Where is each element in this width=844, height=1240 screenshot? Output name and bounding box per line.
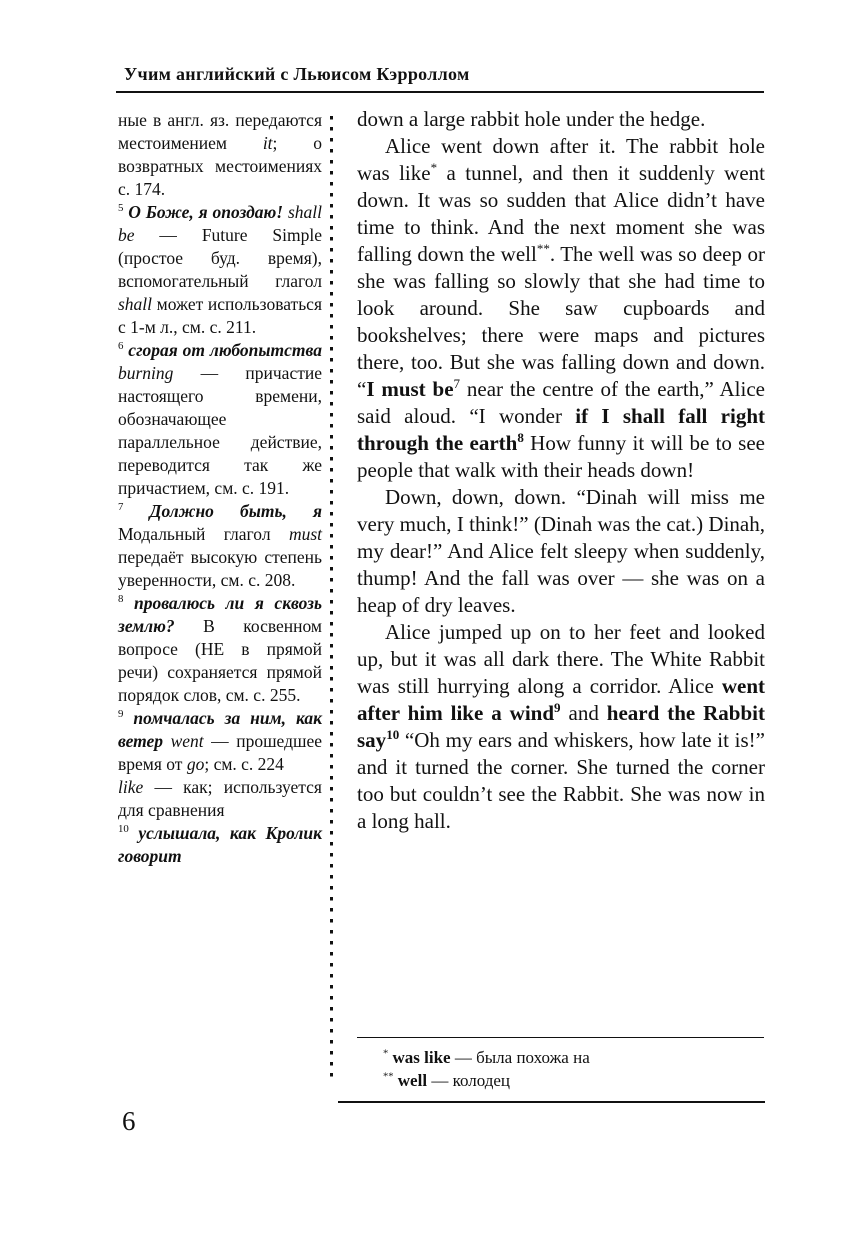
text-segment: В косвенном вопросе (НЕ в прямой речи) сохраняется прямой порядок слов, см. с. 255. [118,616,322,705]
text-segment: went [170,731,204,751]
text-segment: went after him like a wind [357,674,765,725]
text-segment: передаёт высокую степень уверенности, см. с. 208. [118,547,322,590]
note-paragraph [118,776,322,822]
text-segment: shall [118,294,153,314]
footnotes [357,1046,764,1092]
text-segment: was like [392,1048,451,1067]
superscript-marker: 5 [118,202,124,215]
text-segment: ; о возвратных местоимениях с. 174. [118,133,322,199]
note-paragraph [118,592,322,707]
superscript-marker: 10 [386,727,400,742]
footnote-separator [357,1037,764,1038]
text-segment: провалюсь ли я сквозь землю? [118,593,322,636]
text-segment: — Future Simple (простое буд. время), вспомогательный глагол [118,225,322,291]
footnote [357,1046,764,1069]
text-segment: — причастие настоящего времени, обозначающее параллельное действие, переводится так же причастием, см. с. 191. [118,363,322,498]
text-segment: if I shall fall right through the earth [357,404,766,455]
note-paragraph [118,109,322,201]
text-segment: — прошедшее время от [118,731,322,774]
superscript-marker: 9 [554,700,561,715]
text-segment: . The well was so deep or she was falling so slowly that she had time to look around. She saw cupboards and bookshelves; there were maps and pictures there, too. But she was falling down and down. “ [357,242,765,401]
superscript-marker: 7 [453,376,461,391]
text-segment [163,731,171,751]
text-segment: well [397,1071,428,1090]
superscript-marker: 10 [118,823,129,836]
text-segment [123,708,133,728]
column-divider-dotted [330,116,333,1082]
note-paragraph [118,707,322,776]
text-segment: shall be [118,202,323,245]
text-segment: near the centre of the earth,” Alice said aloud. “I wonder [357,377,765,428]
text-segment: Должно быть, я [149,501,322,521]
story-paragraph [357,133,765,484]
text-segment: it [262,133,273,153]
note-paragraph [118,822,322,868]
text-segment: go [186,754,205,774]
text-segment: услышала, как Кролик говорит [118,823,322,866]
text-segment: может использоваться с 1-м л., см. с. 211. [118,294,322,337]
text-segment: — как; используется для сравнения [118,777,322,820]
text-segment: — была похожа на [450,1048,590,1067]
text-segment: сгорая от любопытства [128,340,322,360]
text-segment: ; см. с. 224 [204,754,284,774]
header-rule [116,91,764,93]
superscript-marker: ** [536,241,550,256]
text-segment: — колодец [427,1071,511,1090]
text-segment: помчалась за ним, как ветер [118,708,323,751]
text-segment: down a large rabbit hole under the hedge. [357,107,706,131]
superscript-marker: 7 [118,501,124,514]
text-segment: Alice jumped up on to her feet and looked up, but it was all dark there. The White Rabbit was still hurrying along a corridor. Alice [357,620,765,698]
text-segment [123,501,149,521]
text-segment [129,823,139,843]
bottom-rule [338,1101,765,1103]
page-number: 6 [122,1106,136,1136]
text-segment: burning [118,363,174,383]
superscript-marker: * [383,1048,389,1060]
superscript-marker: * [430,160,438,175]
text-segment: “Oh my ears and whiskers, how late it is!” and it turned the corner. She turned the corner too but couldn’t see the Rabbit. She was now in a long hall. [357,728,765,833]
footnote [357,1069,764,1092]
story-paragraph [357,106,765,133]
note-paragraph [118,500,322,592]
text-segment [123,593,134,613]
superscript-marker: 9 [118,708,124,721]
superscript-marker: 6 [118,340,124,353]
superscript-marker: 8 [517,430,524,445]
text-segment: a tunnel, and then it suddenly went down. It was so sudden that Alice didn’t have time to think. And the next moment she was falling down the well [357,161,765,266]
note-paragraph [118,201,322,339]
text-segment: I must be [366,377,454,401]
text-segment: like [118,777,144,797]
text-segment: How funny it will be to see people that walk with their heads down! [357,431,765,482]
text-segment: О Боже, я опоздаю! [128,202,284,222]
text-segment: Модальный глагол [118,524,289,544]
superscript-marker: 8 [118,593,124,606]
notes-column [118,109,322,868]
story-paragraph [357,484,765,619]
text-segment: and [560,701,607,725]
text-segment: Alice went down after it. The rabbit hole was like [357,134,765,185]
text-segment: ные в англ. яз. передаются местоимением [118,110,322,153]
text-segment: must [288,524,322,544]
story-column [357,106,765,835]
story-paragraph [357,619,765,835]
text-segment: Down, down, down. “Dinah will miss me very much, I think!” (Dinah was the cat.) Dinah, my dear!” And Alice felt sleepy when suddenly, thump! And the fall was over — she was on a heap of dry leaves. [357,485,765,617]
superscript-marker: ** [383,1071,394,1083]
running-header: Учим английский с Льюисом Кэрроллом [124,64,470,84]
text-segment: heard the Rabbit say [357,701,765,752]
note-paragraph [118,339,322,500]
